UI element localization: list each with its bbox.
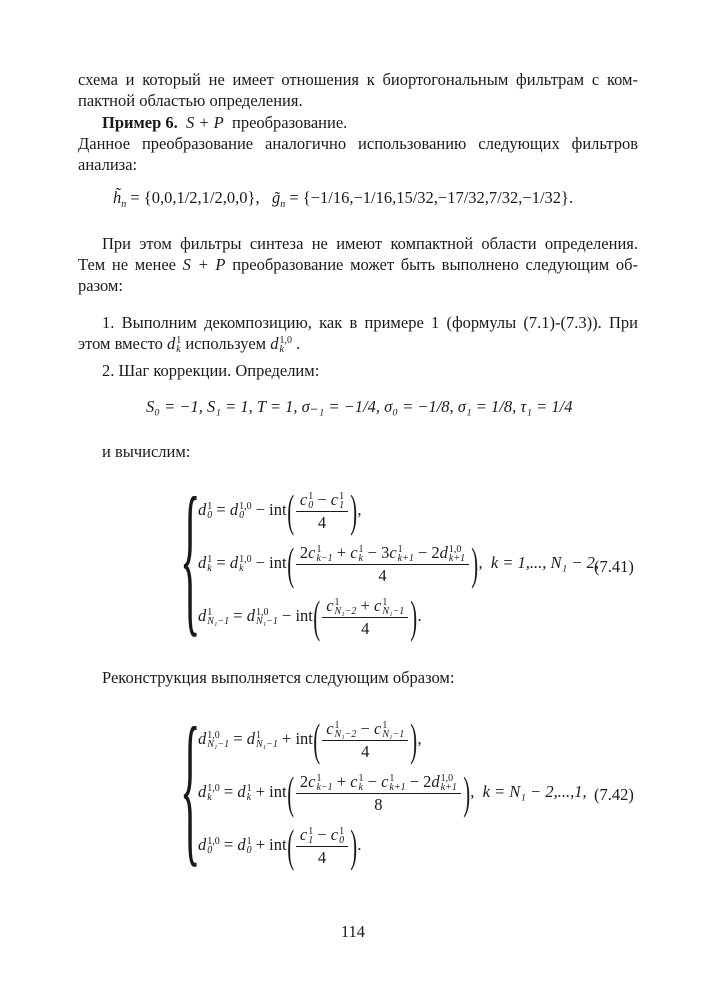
eq742-condition: k = N₁ − 2,...,1, [482, 781, 587, 801]
sp-symbol: S + P [182, 255, 226, 274]
eq741-row1: d 1 0 = d 1,0 0 − int( c 1 0 − c 1 1 4 ), [198, 485, 362, 536]
paragraph-line: разом: [78, 276, 123, 295]
left-brace: { [180, 463, 201, 651]
paragraph-line: 2. Шаг коррекции. Определим: [102, 361, 320, 380]
example-label: Пример 6. [102, 113, 178, 132]
eq741-condition: k = 1,..., N₁ − 2, [490, 552, 600, 572]
paragraph-line: Реконструкция выполняется следующим образом: [102, 668, 455, 687]
eq741-row3: d 1 N₁−1 = d 1,0 N₁−1 − int( c 1 N₁−2 + c 1 N₁−1 4 ). [198, 591, 422, 642]
sp-symbol: S + P [186, 113, 224, 132]
paragraph-line: При этом фильтры синтеза не имеют компактной области определения. [102, 234, 638, 253]
equation-number: (7.42) [594, 785, 634, 804]
parameters: S₀ = −1, S₁ = 1, T = 1, σ₋₁ = −1/4, σ₀ = −1/8, σ₁ = 1/8, τ₁ = 1/4 [146, 397, 573, 416]
paragraph-line: этом вместо d 1 k используем d 1,0 k . [78, 334, 301, 356]
paragraph-line: анализа: [78, 155, 138, 174]
eq742-row2: d 1,0 k = d 1 k + int( 2c 1 k−1 + c 1 k − c 1 k+1 − 2d 1,0 k+1 8 ), k = N₁ − 2,...,1, [198, 767, 587, 818]
eq742-row1: d 1,0 N₁−1 = d 1 N₁−1 + int( c 1 N₁−2 − c 1 N₁−1 4 ), [198, 714, 422, 765]
h-definition: = {0,0,1/2,1/2,0,0}, [130, 188, 260, 207]
left-brace: { [180, 693, 201, 881]
paragraph-line: пактной областью определения. [78, 91, 303, 110]
eq742-row3: d 1,0 0 = d 1 0 + int( c 1 1 − c 1 0 4 ). [198, 820, 362, 871]
equation-number: (7.41) [594, 557, 634, 576]
filter-definitions: $h̃_n = \{0,0,1/2,1/2,0,0\}$, $g̃_n = \{-1/16,-1/16,15/32,-17/32,7/32,-1/32\}$. [113, 188, 574, 210]
paragraph-line: и вычислим: [102, 442, 191, 461]
example-rest: преобразование. [231, 113, 348, 132]
paragraph-line: схема и который не имеет отношения к биортогональным фильтрам с ком- [78, 70, 638, 89]
paragraph-line: Тем не менее S + P преобразование может быть выполнено следующим об- [78, 255, 638, 274]
paragraph-line: Данное преобразование аналогично использованию следующих фильтров [78, 134, 638, 153]
page-number: 114 [340, 922, 366, 941]
paragraph-line: 1. Выполним декомпозицию, как в примере 1 (формулы (7.1)-(7.3)). При [102, 313, 638, 332]
g-definition: = {−1/16,−1/16,15/32,−17/32,7/32,−1/32}. [289, 188, 574, 207]
example-heading [102, 113, 347, 133]
eq741-row2: d 1 k = d 1,0 k − int( 2c 1 k−1 + c 1 k − 3c 1 k+1 − 2d 1,0 k+1 4 ), k = 1,..., N₁ − 2, [198, 538, 600, 589]
